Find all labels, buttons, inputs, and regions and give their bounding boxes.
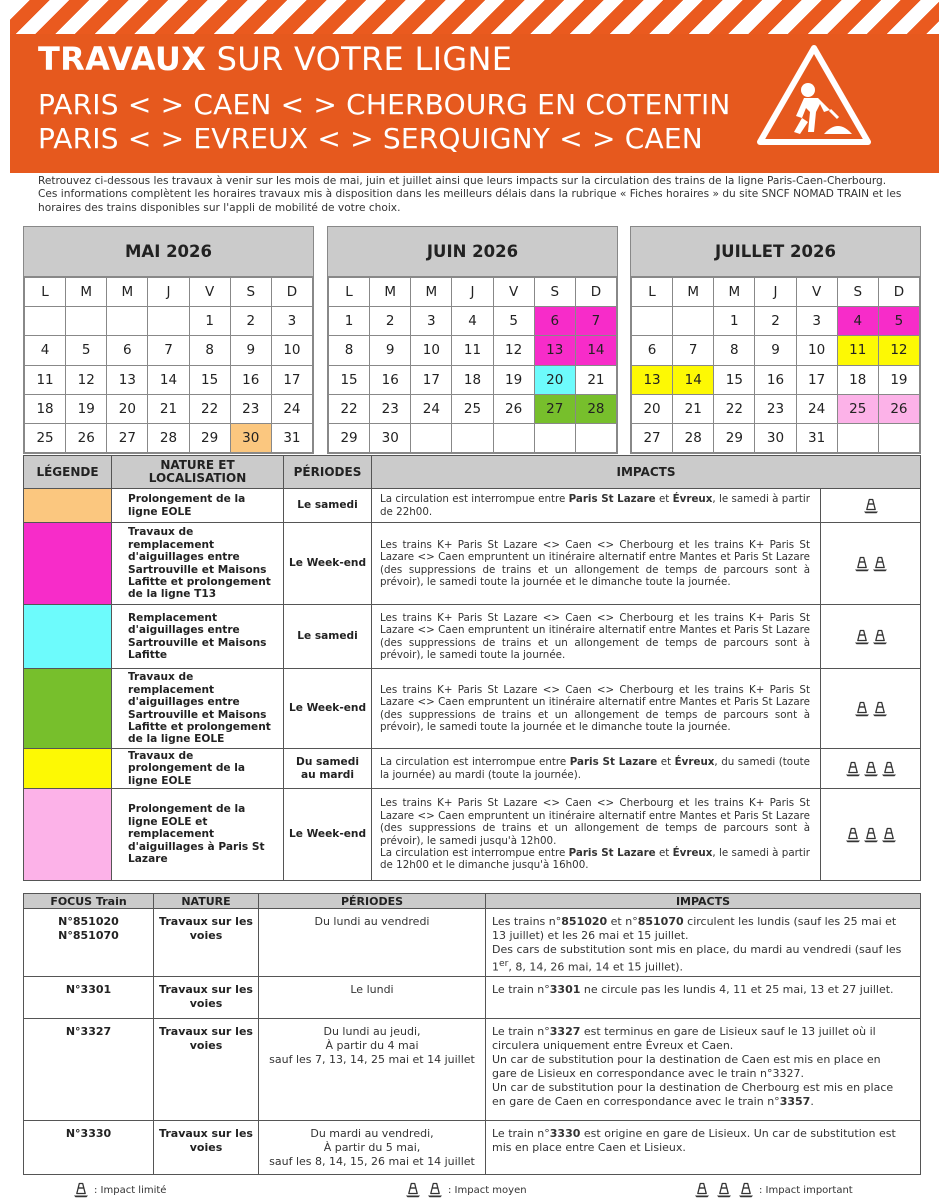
calendar-day: 18: [837, 365, 878, 394]
weekday-header: M: [66, 278, 107, 307]
legend-header-row: [24, 456, 921, 489]
focus-header-nature: NATURE: [154, 894, 259, 909]
legend-impact-level: [821, 789, 921, 881]
legend-nature: Travaux de remplacement d'aiguillages entre Sartrouville et Maisons Lafitte et prolongement de la ligne T13: [112, 523, 284, 605]
calendar-day: 19: [493, 365, 534, 394]
traffic-cone-icon: [738, 1182, 754, 1198]
calendar-day: 30: [755, 423, 796, 452]
calendar-day: 14: [148, 365, 189, 394]
calendar-day: 11: [25, 365, 66, 394]
calendar-day: [575, 423, 616, 452]
calendar-day: 12: [66, 365, 107, 394]
legend-row: [24, 523, 921, 605]
focus-train-table: [23, 893, 921, 1175]
focus-nature: Travaux sur les voies: [154, 1019, 259, 1121]
weekday-header: L: [329, 278, 370, 307]
calendar-day: 28: [575, 394, 616, 423]
calendar-day: 7: [575, 307, 616, 336]
focus-header-impacts: IMPACTS: [486, 894, 921, 909]
calendar-day: 17: [271, 365, 312, 394]
traffic-cone-icon: [854, 556, 870, 572]
calendar-day: 7: [148, 336, 189, 365]
legend-header-impacts: IMPACTS: [372, 456, 921, 489]
calendar-day: 1: [189, 307, 230, 336]
calendar-day: 25: [837, 394, 878, 423]
traffic-cone-icon: [872, 701, 888, 717]
legend-nature: Remplacement d'aiguillages entre Sartrouville et Maisons Lafitte: [112, 605, 284, 669]
calendar-day: 18: [452, 365, 493, 394]
calendar-day: 16: [755, 365, 796, 394]
calendar-day: 16: [230, 365, 271, 394]
weekday-header: V: [796, 278, 837, 307]
hazard-stripes: [10, 0, 939, 34]
calendar-day: 1: [714, 307, 755, 336]
calendar-day: 13: [107, 365, 148, 394]
traffic-cone-icon: [427, 1182, 443, 1198]
calendar-day: 20: [632, 394, 673, 423]
calendar-day: 24: [271, 394, 312, 423]
focus-period: Le lundi: [259, 977, 486, 1019]
focus-row: [24, 1121, 921, 1175]
focus-impact: Les trains n°851020 et n°851070 circulent les lundis (sauf les 25 mai et 13 juillet) et les 26 mai et 15 juillet. Des cars de substitution sont mis en place, du mardi au vendredi (sauf les 1er, 8, 14, 26 mai, 14 et 15 juillet).: [486, 909, 921, 977]
calendar-day: 5: [66, 336, 107, 365]
focus-nature: Travaux sur les voies: [154, 977, 259, 1019]
calendar-day: 10: [796, 336, 837, 365]
weekday-header: M: [714, 278, 755, 307]
calendar-day: 21: [575, 365, 616, 394]
traffic-cone-icon: [845, 761, 861, 777]
traffic-cone-icon: [854, 629, 870, 645]
weekday-header: M: [673, 278, 714, 307]
weekday-header: S: [230, 278, 271, 307]
calendar-0: [23, 226, 314, 454]
calendar-day: [148, 307, 189, 336]
calendar-day: 13: [534, 336, 575, 365]
legend-period: Le Week-end: [284, 669, 372, 749]
legend-period: Le samedi: [284, 605, 372, 669]
calendar-day: 27: [534, 394, 575, 423]
legend-row: [24, 489, 921, 523]
traffic-cone-icon: [863, 827, 879, 843]
calendar-day: 17: [796, 365, 837, 394]
legend-color-swatch: [24, 789, 112, 881]
calendar-day: 22: [189, 394, 230, 423]
calendar-day: 10: [271, 336, 312, 365]
calendar-day: 2: [230, 307, 271, 336]
weekday-header: J: [148, 278, 189, 307]
calendar-day: 8: [189, 336, 230, 365]
legend-row: [24, 605, 921, 669]
calendar-day: 12: [493, 336, 534, 365]
calendar-day: 5: [493, 307, 534, 336]
traffic-cone-icon: [405, 1182, 421, 1198]
traffic-cone-icon: [694, 1182, 710, 1198]
weekday-header: S: [534, 278, 575, 307]
impact-key-1: [72, 1182, 166, 1198]
calendar-month-title: MAI 2026: [24, 227, 313, 277]
traffic-cone-icon: [881, 827, 897, 843]
legend-color-swatch: [24, 523, 112, 605]
traffic-cone-icon: [73, 1182, 89, 1198]
calendar-day: 28: [673, 423, 714, 452]
calendar-day: [107, 307, 148, 336]
calendar-day: 1: [329, 307, 370, 336]
calendar-day: 6: [107, 336, 148, 365]
calendar-day: 19: [878, 365, 919, 394]
focus-impact: Le train n°3301 ne circule pas les lundis 4, 11 et 25 mai, 13 et 27 juillet.: [486, 977, 921, 1019]
calendar-day: [411, 423, 452, 452]
calendar-day: 17: [411, 365, 452, 394]
calendar-day: [534, 423, 575, 452]
calendar-day: 6: [534, 307, 575, 336]
weekday-header: V: [493, 278, 534, 307]
weekday-header: D: [575, 278, 616, 307]
weekday-header: J: [755, 278, 796, 307]
weekday-header: J: [452, 278, 493, 307]
calendar-day: 20: [107, 394, 148, 423]
calendar-day: 14: [673, 365, 714, 394]
focus-header-train: FOCUS Train: [24, 894, 154, 909]
calendar-month-title: JUILLET 2026: [631, 227, 920, 277]
weekday-header: L: [632, 278, 673, 307]
legend-impact-level: [821, 669, 921, 749]
calendar-day: 7: [673, 336, 714, 365]
calendar-day: [878, 423, 919, 452]
calendar-day: 9: [370, 336, 411, 365]
legend-impact-level: [821, 605, 921, 669]
traffic-cone-icon: [872, 556, 888, 572]
legend-period: Le Week-end: [284, 523, 372, 605]
calendar-day: 31: [271, 423, 312, 452]
focus-header-row: [24, 894, 921, 909]
legend-nature: Prolongement de la ligne EOLE et remplacement d'aiguillages à Paris St Lazare: [112, 789, 284, 881]
legend-header-legende: LÉGENDE: [24, 456, 112, 489]
legend-header-nature: NATURE ET LOCALISATION: [112, 456, 284, 489]
legend-impact-level: [821, 489, 921, 523]
calendar-day: 23: [755, 394, 796, 423]
calendar-day: 15: [329, 365, 370, 394]
calendar-day: 29: [329, 423, 370, 452]
focus-period: Du lundi au jeudi, À partir du 4 mai sauf les 7, 13, 14, 25 mai et 14 juillet: [259, 1019, 486, 1121]
calendar-day: 15: [714, 365, 755, 394]
focus-nature: Travaux sur les voies: [154, 1121, 259, 1175]
calendar-day: 26: [66, 423, 107, 452]
traffic-cone-icon: [863, 761, 879, 777]
traffic-cone-icon: [716, 1182, 732, 1198]
calendar-day: 12: [878, 336, 919, 365]
calendar-day: 31: [796, 423, 837, 452]
weekday-header: D: [878, 278, 919, 307]
calendar-day: 16: [370, 365, 411, 394]
impact-key-label: : Impact important: [759, 1184, 853, 1196]
calendar-day: 8: [714, 336, 755, 365]
legend-nature: Travaux de remplacement d'aiguillages entre Sartrouville et Maisons Lafitte et prolongement de la ligne EOLE: [112, 669, 284, 749]
traffic-cone-icon: [845, 827, 861, 843]
calendar-day: 13: [632, 365, 673, 394]
calendar-day: [493, 423, 534, 452]
calendar-day: [673, 307, 714, 336]
calendar-day: 29: [714, 423, 755, 452]
legend-row: [24, 669, 921, 749]
legend-table: [23, 455, 921, 881]
calendar-day: 30: [370, 423, 411, 452]
calendar-day: 14: [575, 336, 616, 365]
calendar-day: 10: [411, 336, 452, 365]
calendar-day: [632, 307, 673, 336]
calendar-day: 6: [632, 336, 673, 365]
legend-nature: Travaux de prolongement de la ligne EOLE: [112, 749, 284, 789]
calendar-day: 22: [714, 394, 755, 423]
weekday-header: S: [837, 278, 878, 307]
legend-period: Du samedi au mardi: [284, 749, 372, 789]
page-title: TRAVAUX SUR VOTRE LIGNE: [38, 40, 513, 78]
legend-impact: Les trains K+ Paris St Lazare <> Caen <> Cherbourg et les trains K+ Paris St Lazare <> Caen empruntent un itinéraire alternatif entre Mantes et Paris St Lazare (des suppressions de trains et un allongement de temps de parcours sont à prévoir), le samedi jusqu'à 12h00. La circulation est interrompue entre Paris St Lazare et Évreux, le samedi à partir de 12h00 et le dimanche jusqu'à 16h00.: [372, 789, 821, 881]
focus-row: [24, 977, 921, 1019]
focus-nature: Travaux sur les voies: [154, 909, 259, 977]
legend-row: [24, 789, 921, 881]
calendar-day: 3: [411, 307, 452, 336]
calendar-day: 9: [755, 336, 796, 365]
focus-impact: Le train n°3330 est origine en gare de Lisieux. Un car de substitution est mis en place entre Caen et Lisieux.: [486, 1121, 921, 1175]
calendar-day: 5: [878, 307, 919, 336]
route-line-1: PARIS < > CAEN < > CHERBOURG EN COTENTIN: [38, 88, 731, 121]
calendar-day: 30: [230, 423, 271, 452]
traffic-cone-icon: [854, 701, 870, 717]
calendar-day: 26: [878, 394, 919, 423]
legend-impact: Les trains K+ Paris St Lazare <> Caen <> Cherbourg et les trains K+ Paris St Lazare <> Caen empruntent un itinéraire alternatif entre Mantes et Paris St Lazare (des suppressions de trains et un allongement de temps de parcours sont à prévoir), le samedi toute la journée et le dimanche toute la journée.: [372, 669, 821, 749]
weekday-header: M: [411, 278, 452, 307]
legend-impact: La circulation est interrompue entre Paris St Lazare et Évreux, du samedi (toute la journée) au mardi (toute la journée).: [372, 749, 821, 789]
weekday-header: L: [25, 278, 66, 307]
legend-color-swatch: [24, 605, 112, 669]
legend-row: [24, 749, 921, 789]
calendar-day: 4: [837, 307, 878, 336]
legend-header-periodes: PÉRIODES: [284, 456, 372, 489]
impact-key-label: : Impact moyen: [448, 1184, 527, 1196]
focus-train-number: N°3301: [24, 977, 154, 1019]
calendar-day: 2: [370, 307, 411, 336]
intro-paragraph-1: Retrouvez ci-dessous les travaux à venir sur les mois de mai, juin et juillet ainsi que leurs impacts sur la circulation des trains de la ligne Paris-Caen-Cherbourg.: [38, 175, 887, 187]
legend-period: Le Week-end: [284, 789, 372, 881]
legend-color-swatch: [24, 749, 112, 789]
calendar-1: [327, 226, 618, 454]
weekday-header: D: [271, 278, 312, 307]
traffic-cone-icon: [881, 761, 897, 777]
legend-impact: Les trains K+ Paris St Lazare <> Caen <> Cherbourg et les trains K+ Paris St Lazare <> Caen empruntent un itinéraire alternatif entre Mantes et Paris St Lazare (des suppressions de trains et un allongement de temps de parcours sont à prévoir), le samedi toute la journée.: [372, 605, 821, 669]
calendar-day: 25: [25, 423, 66, 452]
calendar-day: 29: [189, 423, 230, 452]
legend-color-swatch: [24, 489, 112, 523]
calendar-day: 2: [755, 307, 796, 336]
legend-nature: Prolongement de la ligne EOLE: [112, 489, 284, 523]
calendar-day: 19: [66, 394, 107, 423]
calendar-day: 27: [107, 423, 148, 452]
calendar-day: 11: [837, 336, 878, 365]
calendar-day: [452, 423, 493, 452]
calendar-day: [25, 307, 66, 336]
route-line-2: PARIS < > EVREUX < > SERQUIGNY < > CAEN: [38, 122, 703, 155]
calendar-day: 11: [452, 336, 493, 365]
legend-impact-level: [821, 523, 921, 605]
calendar-day: 23: [230, 394, 271, 423]
legend-impact: Les trains K+ Paris St Lazare <> Caen <> Cherbourg et les trains K+ Paris St Lazare <> Caen empruntent un itinéraire alternatif entre Mantes et Paris St Lazare (des suppressions de trains et un allongement de temps de parcours sont à prévoir), le samedi toute la journée et le dimanche toute la journée.: [372, 523, 821, 605]
roadwork-warning-icon: [754, 42, 874, 152]
calendar-day: 18: [25, 394, 66, 423]
calendar-day: 3: [796, 307, 837, 336]
focus-row: [24, 909, 921, 977]
calendar-day: 21: [673, 394, 714, 423]
focus-impact: Le train n°3327 est terminus en gare de Lisieux sauf le 13 juillet où il circulera uniquement entre Évreux et Caen. Un car de substitution pour la destination de Caen est mis en place en gare de Lisieux en correspondance avec le train n°3327. Un car de substitution pour la destination de Cherbourg est mis en place en gare de Caen en correspondance avec le train n°3357.: [486, 1019, 921, 1121]
calendar-day: 20: [534, 365, 575, 394]
focus-train-number: N°3330: [24, 1121, 154, 1175]
calendar-2: [630, 226, 921, 454]
calendar-day: 26: [493, 394, 534, 423]
weekday-header: M: [107, 278, 148, 307]
legend-period: Le samedi: [284, 489, 372, 523]
impact-key-2: [404, 1182, 527, 1198]
focus-header-periodes: PÉRIODES: [259, 894, 486, 909]
focus-period: Du lundi au vendredi: [259, 909, 486, 977]
intro-paragraph-2: Ces informations complètent les horaires travaux mis à disposition dans les meilleurs délais dans la rubrique « Fiches horaires » du site SNCF NOMAD TRAIN et les horaires des trains disponibles sur l'appli de mobilité de votre choix.: [38, 188, 902, 214]
calendar-day: 4: [25, 336, 66, 365]
impact-key-label: : Impact limité: [94, 1184, 167, 1196]
calendar-month-title: JUIN 2026: [328, 227, 617, 277]
focus-train-number: N°851020 N°851070: [24, 909, 154, 977]
calendar-day: 15: [189, 365, 230, 394]
focus-train-number: N°3327: [24, 1019, 154, 1121]
focus-period: Du mardi au vendredi, À partir du 5 mai, sauf les 8, 14, 15, 26 mai et 14 juillet: [259, 1121, 486, 1175]
calendar-day: [66, 307, 107, 336]
calendar-day: 28: [148, 423, 189, 452]
header-banner: [10, 34, 939, 173]
legend-impact-level: [821, 749, 921, 789]
calendar-day: 24: [796, 394, 837, 423]
calendar-day: 9: [230, 336, 271, 365]
weekday-header: M: [370, 278, 411, 307]
calendar-day: 3: [271, 307, 312, 336]
calendar-day: 27: [632, 423, 673, 452]
calendar-day: 24: [411, 394, 452, 423]
calendar-day: 8: [329, 336, 370, 365]
traffic-cone-icon: [872, 629, 888, 645]
weekday-header: V: [189, 278, 230, 307]
calendar-day: 25: [452, 394, 493, 423]
legend-color-swatch: [24, 669, 112, 749]
legend-impact: La circulation est interrompue entre Paris St Lazare et Évreux, le samedi à partir de 22h00.: [372, 489, 821, 523]
focus-row: [24, 1019, 921, 1121]
impact-key-3: [693, 1182, 853, 1198]
calendar-day: 23: [370, 394, 411, 423]
traffic-cone-icon: [863, 498, 879, 514]
calendar-day: 4: [452, 307, 493, 336]
calendar-day: 22: [329, 394, 370, 423]
calendar-day: 21: [148, 394, 189, 423]
intro-text: [38, 175, 918, 215]
calendar-day: [837, 423, 878, 452]
